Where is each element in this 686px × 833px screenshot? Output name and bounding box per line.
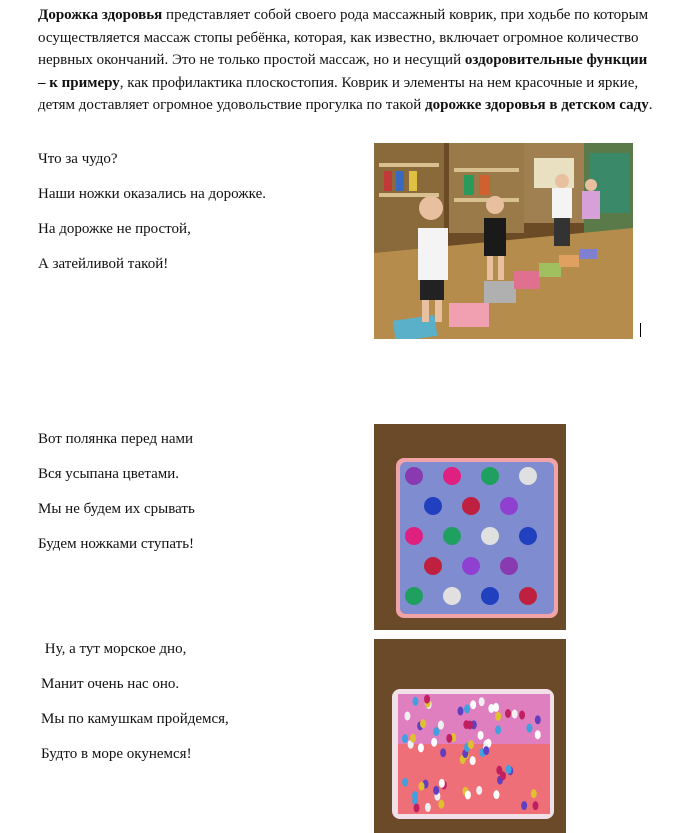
verse-line: Манит очень нас оно. [41, 676, 180, 692]
flower-mat-photo [374, 424, 566, 630]
intro-paragraph [38, 4, 656, 117]
verse-line: Мы по камушкам пройдемся, [41, 711, 229, 727]
verse-line: Вся усыпана цветами. [38, 466, 180, 482]
verse-line: Ну, а тут морское дно, [41, 641, 187, 657]
verse-line: Вот полянка перед нами [38, 431, 194, 447]
verse-line: На дорожке не простой, [38, 221, 191, 237]
sea-mat-photo [374, 639, 566, 833]
verse-line: Будем ножками ступать! [38, 536, 195, 552]
intro-run: . [648, 97, 653, 113]
intro-bold-run: оздоровительные функции – к примеру [38, 52, 648, 91]
verse-line: Наши ножки оказались на дорожке. [38, 186, 266, 202]
text-cursor [640, 323, 641, 337]
verse-2 [38, 422, 195, 562]
intro-bold-run: Дорожка здоровья [38, 7, 163, 23]
children-path-photo [374, 143, 633, 339]
verse-line: Будто в море окунемся! [41, 746, 192, 762]
intro-run: , как профилактика плоскостопия. Коврик и элементы на нем красочные и яркие, детям доставляет огромное удовольствие прогулка по такой [38, 74, 639, 113]
intro-bold-run: дорожке здоровья в детском саду [425, 97, 649, 113]
verse-line: Мы не будем их срывать [38, 501, 195, 517]
verse-3 [41, 632, 229, 772]
verse-line: А затейливой такой! [38, 256, 169, 272]
verse-line: Что за чудо? [38, 151, 118, 167]
intro-run: представляет собой своего рода массажный коврик, при ходьбе по которым осуществляется массаж стопы ребёнка, которая, как известно, включает огромное количество нервных окончаний. Это не только простой массаж, но и несущий [38, 7, 649, 68]
verse-1 [38, 142, 266, 282]
